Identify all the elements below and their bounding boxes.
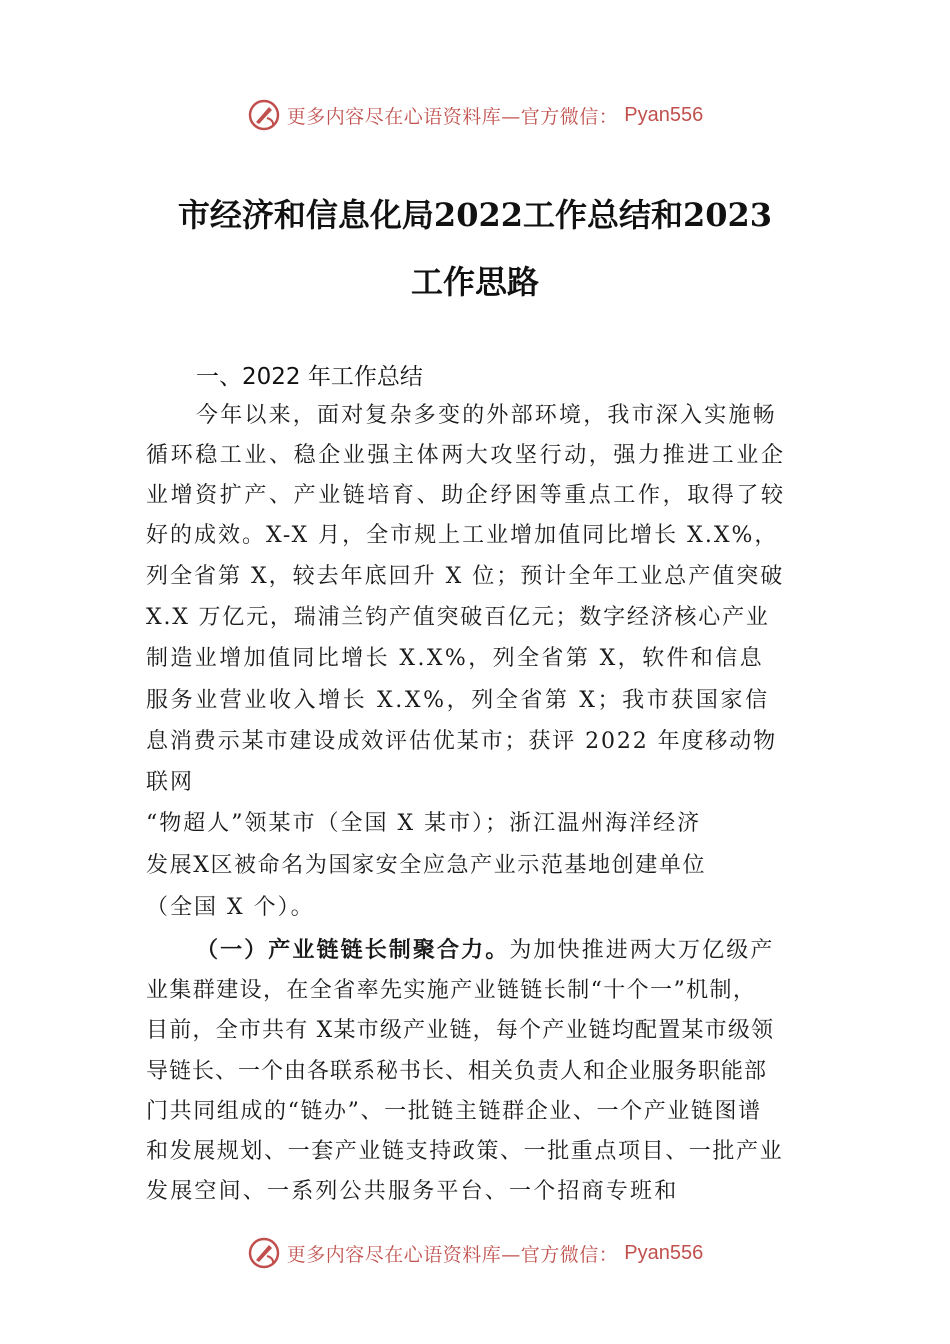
paragraph-line (196, 935, 774, 966)
watermark-header (0, 95, 950, 135)
brand-logo-icon (247, 1236, 281, 1270)
watermark-id: Pyan556 (624, 103, 704, 126)
paragraph-line: 业增资扩产、产业链培育、助企纾困等重点工作，取得了较 (146, 483, 786, 508)
section-heading: 一、2022 年工作总结 (196, 364, 423, 390)
paragraph-line: 发展X区被命名为国家安全应急产业示范基地创建单位 (146, 853, 707, 878)
watermark-text: 更多内容尽在心语资料库—官方微信： (286, 105, 619, 128)
paragraph-text: 为加快推进两大万亿级产 (509, 938, 775, 963)
paragraph-line: 目前，全市共有 X某市级产业链，每个产业链均配置某市级领 (146, 1018, 775, 1043)
brand-logo-icon (247, 98, 281, 132)
document-title-line-1: 市经济和信息化局2022工作总结和2023 (177, 196, 773, 234)
paragraph-line: 服务业营业收入增长 X.X%，列全省第 X；我市获国家信 (146, 688, 770, 713)
paragraph-line: 息消费示某市建设成效评估优某市；获评 2022 年度移动物 (146, 729, 778, 754)
paragraph-line: 好的成效。X-X 月，全市规上工业增加值同比增长 X.X%， (146, 523, 779, 548)
paragraph-line: 联网 (146, 770, 195, 795)
watermark-id: Pyan556 (624, 1241, 704, 1264)
paragraph-line: 门共同组成的“链办”、一批链主链群企业、一个产业链图谱 (146, 1099, 762, 1124)
paragraph-line: “物超人”领某市（全国 X 某市）；浙江温州海洋经济 (146, 811, 702, 836)
paragraph-line: 业集群建设，在全省率先实施产业链链长制“十个一”机制， (146, 978, 757, 1003)
paragraph-line: 和发展规划、一套产业链支持政策、一批重点项目、一批产业 (146, 1139, 784, 1164)
document-title-line-2: 工作思路 (410, 263, 539, 301)
watermark-text: 更多内容尽在心语资料库—官方微信： (286, 1243, 619, 1266)
paragraph-line: 列全省第 X，较去年底回升 X 位；预计全年工业总产值突破 (146, 564, 785, 589)
watermark-footer (0, 1233, 950, 1273)
paragraph-line: 今年以来，面对复杂多变的外部环境，我市深入实施畅 (196, 403, 777, 428)
paragraph-line: X.X 万亿元，瑞浦兰钧产值突破百亿元；数字经济核心产业 (146, 605, 770, 630)
paragraph-line: （全国 X 个）。 (146, 895, 315, 920)
paragraph-line: 导链长、一个由各联系秘书长、相关负责人和企业服务职能部 (146, 1059, 768, 1084)
paragraph-line: 循环稳工业、稳企业强主体两大攻坚行动，强力推进工业企 (146, 443, 786, 468)
paragraph-line: 制造业增加值同比增长 X.X%，列全省第 X，软件和信息 (146, 646, 765, 671)
paragraph-line: 发展空间、一系列公共服务平台、一个招商专班和 (146, 1179, 679, 1204)
subsection-heading: （一）产业链链长制聚合力。 (196, 937, 510, 963)
